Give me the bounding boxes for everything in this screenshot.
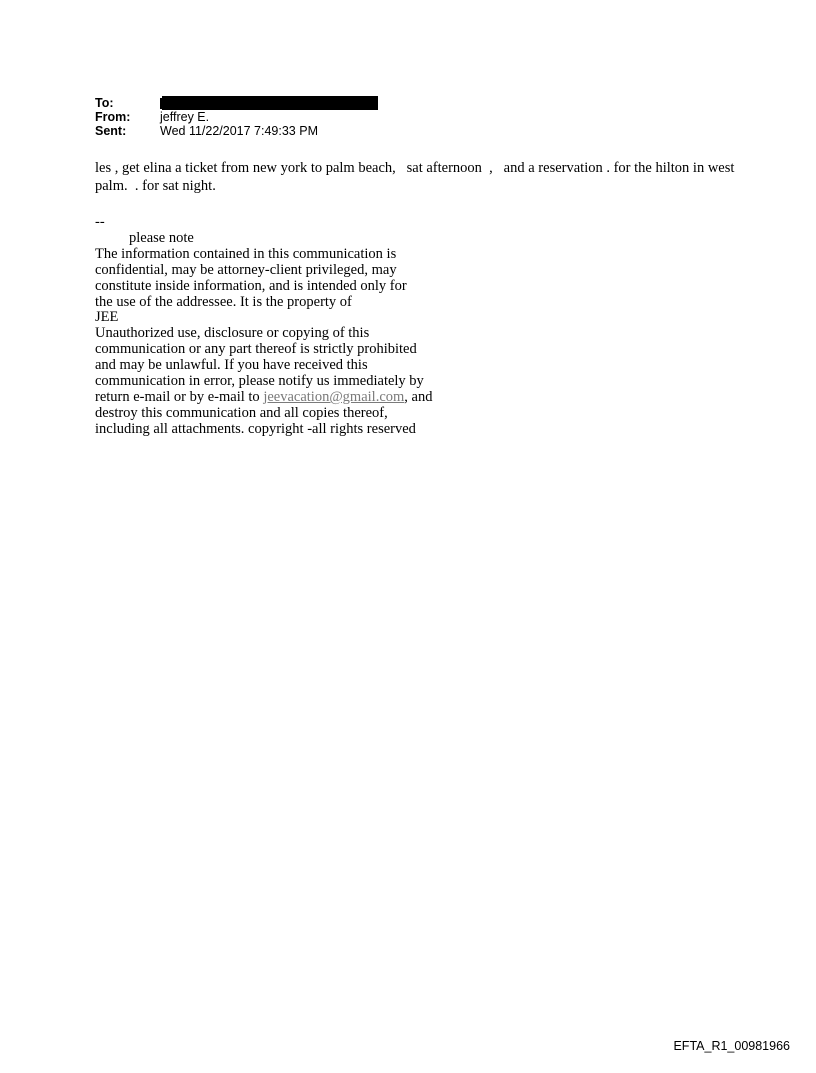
return-suffix: , and (404, 388, 433, 405)
please-note: please note (129, 229, 194, 246)
disclaimer-line: Unauthorized use, disclosure or copying of this (95, 325, 370, 342)
disclaimer-line: communication in error, please notify us immediately by (95, 373, 424, 390)
disclaimer-line-return (95, 390, 495, 406)
email-link[interactable]: jeevacation@gmail.com (263, 388, 405, 405)
disclaimer-line: the use of the addressee. It is the property of (95, 293, 352, 310)
disclaimer-line: JEE (95, 309, 119, 326)
disclaimer-line: confidential, may be attorney-client privileged, may (95, 261, 397, 278)
from-row (95, 110, 378, 124)
from-value: jeffrey E. (160, 110, 210, 124)
email-header (95, 96, 378, 138)
sent-value: Wed 11/22/2017 7:49:33 PM (160, 124, 318, 138)
signature-separator: -- (95, 214, 105, 230)
disclaimer-line: communication or any part thereof is strictly prohibited (95, 341, 417, 358)
signature-block (95, 215, 495, 438)
return-prefix: return e-mail or by e-mail to (95, 388, 264, 405)
sent-row (95, 124, 378, 138)
to-value-redacted (160, 96, 378, 110)
disclaimer-line: The information contained in this communication is (95, 245, 397, 262)
message-text: les , get elina a ticket from new york to palm beach, sat afternoon , and a reservation . for the hilton in west palm. . for sat night. (95, 160, 739, 194)
disclaimer-line: destroy this communication and all copies thereof, (95, 404, 388, 421)
email-body (95, 159, 739, 195)
to-row (95, 96, 378, 110)
from-label: From: (95, 110, 131, 124)
disclaimer-line: and may be unlawful. If you have received this (95, 357, 368, 374)
document-id: EFTA_R1_00981966 (673, 1039, 790, 1053)
disclaimer-line: constitute inside information, and is intended only for (95, 277, 407, 294)
disclaimer-line: including all attachments. copyright -all rights reserved (95, 420, 416, 437)
sent-label: Sent: (95, 124, 127, 138)
to-label: To: (95, 96, 114, 110)
redaction-bar (162, 96, 378, 110)
